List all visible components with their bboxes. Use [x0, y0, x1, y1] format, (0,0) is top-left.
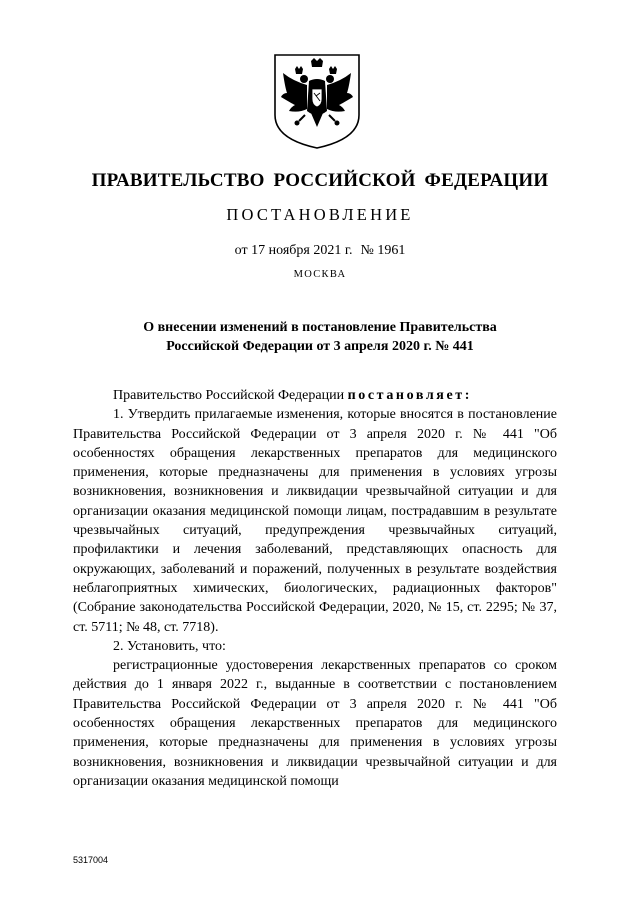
- decree-date: от 17 ноября 2021 г.: [234, 243, 353, 258]
- document-title-line-2: Российской Федерации от 3 апреля 2020 г. № 441: [166, 339, 474, 354]
- paragraph-1: 1. Утвердить прилагаемые изменения, которые вносятся в постановление Правительства Российской Федерации от 3 апреля 2020 г. № 441 "Об особенностях обращения лекарственных препаратов для медицинского применения, которые предназначены для применения в условиях угрозы возникновения, возникновения и ликвидации чрезвычайной ситуации и для организации оказания медицинской помощи лицам, пострадавшим в результате чрезвычайных ситуаций, предупреждения чрезвычайных ситуаций, профилактики и лечения заболеваний, представляющих опасность для окружающих, заболеваний и поражений, полученных в результате воздействия неблагоприятных химических, биологических, радиационных факторов" (Собрание законодательства Российской Федерации, 2020, № 15, ст. 2295; № 37, ст. 5711; № 48, ст. 7718).: [73, 407, 557, 635]
- city-name: МОСКВА: [293, 269, 347, 280]
- decree-date-number: [0, 243, 640, 259]
- document-title-line-1: О внесении изменений в постановление Правительства: [143, 320, 497, 335]
- coat-of-arms-icon: [273, 53, 361, 150]
- intro-resolves: постановляет:: [347, 388, 472, 403]
- decree-heading: ПОСТАНОВЛЕНИЕ: [226, 205, 414, 224]
- document-body: [73, 386, 557, 791]
- intro-prefix: Правительство Российской Федерации: [113, 388, 345, 403]
- paragraph-3: регистрационные удостоверения лекарственных препаратов со сроком действия до 1 января 2022 г., выданные в соответствии с постановлением Правительства Российской Федерации от 3 апреля 2020 г. № 441 "Об особенностях обращения лекарственных препаратов для медицинского применения, которые предназначены для применения в условиях угрозы возникновения, возникновения и ликвидации чрезвычайной ситуации и для организации оказания медицинской помощи: [73, 658, 557, 789]
- paragraph-2: 2. Установить, что:: [113, 638, 226, 654]
- intro-paragraph: [73, 386, 557, 405]
- document-title: [80, 318, 560, 356]
- decree-number: № 1961: [360, 243, 406, 258]
- document-code: 5317004: [73, 855, 109, 865]
- government-title: ПРАВИТЕЛЬСТВО РОССИЙСКОЙ ФЕДЕРАЦИИ: [91, 170, 549, 191]
